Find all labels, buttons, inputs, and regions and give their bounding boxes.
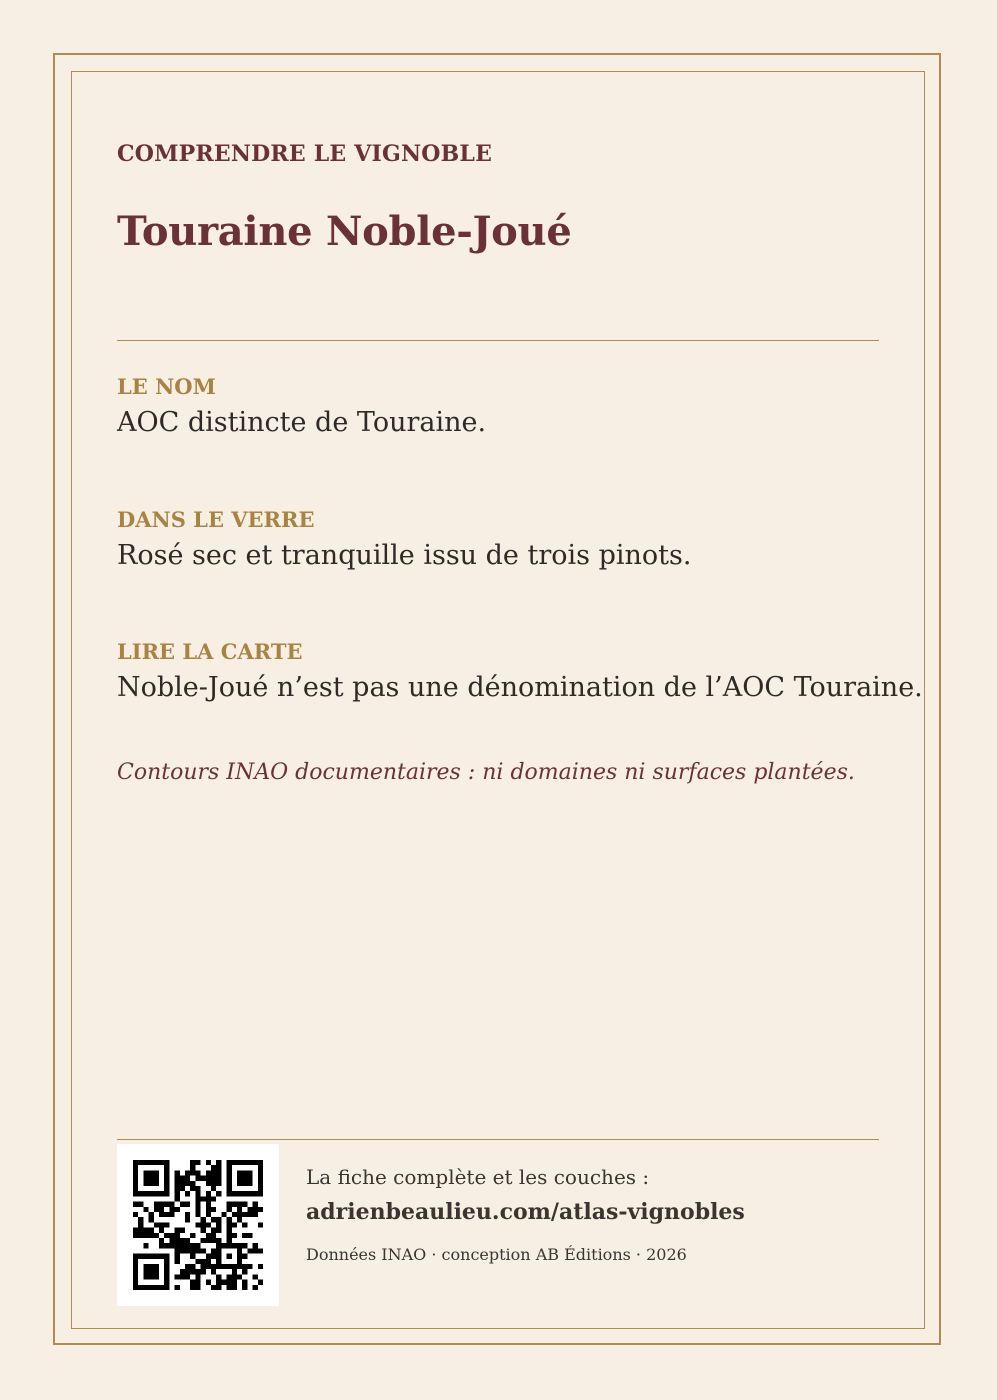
section-label: LIRE LA CARTE bbox=[117, 639, 303, 664]
section-body: AOC distincte de Touraine. bbox=[117, 407, 487, 438]
divider-bottom bbox=[117, 1139, 879, 1140]
section-map bbox=[117, 639, 923, 705]
section-glass bbox=[117, 507, 897, 573]
section-body: Noble-Joué n’est pas une dénomination de l’AOC Touraine. bbox=[117, 672, 923, 703]
section-label: LE NOM bbox=[117, 374, 216, 399]
section-label: DANS LE VERRE bbox=[117, 507, 315, 532]
kicker: COMPRENDRE LE VIGNOBLE bbox=[117, 141, 493, 167]
qr-code-icon[interactable] bbox=[117, 1144, 279, 1306]
footer-credit: Données INAO · conception AB Éditions · 2026 bbox=[306, 1245, 687, 1264]
divider-top bbox=[117, 340, 879, 341]
footer-url-link[interactable]: adrienbeaulieu.com/atlas-vignobles bbox=[306, 1199, 745, 1225]
page-title: Touraine Noble-Joué bbox=[117, 208, 572, 255]
note: Contours INAO documentaires : ni domaines ni surfaces plantées. bbox=[117, 760, 855, 785]
qr-code-graphic bbox=[133, 1160, 263, 1290]
section-name bbox=[117, 374, 897, 440]
section-body: Rosé sec et tranquille issu de trois pinots. bbox=[117, 540, 692, 571]
footer-caption: La fiche complète et les couches : bbox=[306, 1165, 650, 1189]
